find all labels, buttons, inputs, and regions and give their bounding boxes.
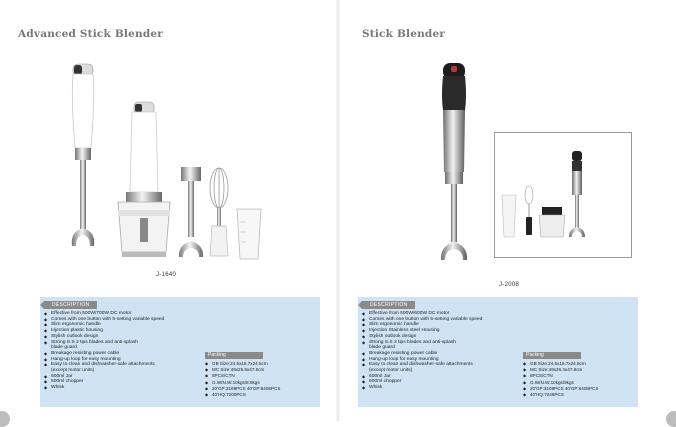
packing-item: ◆ 6PCS/CTN bbox=[523, 373, 598, 379]
packing-item: ◆ 20'GP:3198PCS 40'GP:6408PCS bbox=[205, 386, 280, 392]
feature-item: ◆ Comes with one button with 5-setting variable speed bbox=[362, 317, 527, 323]
feature-item: ◆ Strong S.S 2 tips blades and anti-splash bbox=[44, 340, 209, 346]
packing-item: ◆ GB Size:24.5x15.7x24.5cm bbox=[523, 361, 598, 367]
feature-item-continued: blade guard bbox=[51, 345, 77, 351]
left-page bbox=[0, 0, 338, 421]
feature-item: ◆ 500ml chopper bbox=[362, 379, 527, 385]
packing-item: ◆ 40'HQ:7200PCS bbox=[205, 392, 280, 398]
packing-title: Packing bbox=[205, 352, 263, 359]
packing-item: ◆ MC Size:49x26.4x47.8cm bbox=[523, 367, 598, 373]
feature-item: ◆ Slim ergonomic handle bbox=[362, 322, 527, 328]
chopper-image bbox=[112, 98, 178, 260]
feature-item: ◆ Slim ergonomic handle bbox=[44, 322, 209, 328]
feature-item: ◆ Stylish outlook design bbox=[44, 334, 209, 340]
feature-item: ◆ Breakage resisting power cable bbox=[44, 351, 209, 357]
feature-item: ◆ 500ml chopper bbox=[44, 379, 209, 385]
feature-item: ◆ Injection plastic housing bbox=[44, 328, 209, 334]
packing-item: ◆ 6PCS/CTN bbox=[205, 373, 280, 379]
page-title: Stick Blender bbox=[362, 28, 446, 40]
accessory-set-inset bbox=[494, 132, 632, 258]
feature-item: ◆ Stylish outlook design bbox=[362, 334, 527, 340]
feature-item: ◆ Easy to clean and dishwasher-safe attachments bbox=[362, 362, 527, 368]
page-corner bbox=[666, 411, 676, 427]
model-number: J-2008 bbox=[499, 282, 520, 288]
packing-list bbox=[205, 361, 280, 398]
feature-item-continued: (except motor units) bbox=[51, 368, 95, 374]
packing-item: ◆ G.W/N.W:10kgs/8.9kgs bbox=[205, 380, 280, 386]
description-panel bbox=[40, 297, 320, 407]
feature-item-continued: (except motor units) bbox=[369, 368, 413, 374]
feature-item: ◆ Breakage resisting power cable bbox=[362, 351, 527, 357]
feature-item: ◆ Hang-up loop for easy mounting bbox=[44, 357, 209, 363]
packing-list bbox=[523, 361, 598, 398]
stick-blender-white-image bbox=[62, 60, 104, 260]
packing-item: ◆ 20'GP:3108PCS 40'GP:6408PCS bbox=[523, 386, 598, 392]
packing-item: ◆ MC Size:49x26.9x47.5cm bbox=[205, 367, 280, 373]
feature-list bbox=[362, 311, 527, 391]
feature-item: ◆ Hang-up loop for easy mounting bbox=[362, 357, 527, 363]
whisk-image bbox=[206, 164, 232, 260]
feature-item: ◆ Whisk bbox=[362, 385, 527, 391]
page-title: Advanced Stick Blender bbox=[18, 28, 163, 40]
model-number: J-1640 bbox=[156, 272, 177, 278]
feature-item: ◆ 600ml Jar bbox=[44, 374, 209, 380]
feature-item: ◆ Easy to clean and dishwasher-safe attachments bbox=[44, 362, 209, 368]
feature-item: ◆ Comes with one button with 5-setting variable speed bbox=[44, 317, 209, 323]
feature-item: ◆ Injection Stainless steel Housing bbox=[362, 328, 527, 334]
packing-title: Packing bbox=[523, 352, 581, 359]
page-corner bbox=[0, 411, 10, 427]
feature-item: ◆ Strong S.S 2 tips blades and anti-splash bbox=[362, 340, 527, 346]
measuring-jar-image bbox=[234, 206, 264, 262]
description-tab: DESCRIPTION bbox=[362, 301, 415, 309]
feature-item: ◆ Whisk bbox=[44, 385, 209, 391]
description-tab: DESCRIPTION bbox=[44, 301, 97, 309]
stick-blender-steel-image bbox=[434, 60, 474, 266]
feature-item-continued: blade guard bbox=[369, 345, 395, 351]
feature-item: ◆ Effective from 500W/600W DC motor bbox=[362, 311, 527, 317]
packing-item: ◆ 40'HQ:7248PCS bbox=[523, 392, 598, 398]
accessory-set-image bbox=[495, 133, 631, 257]
right-page bbox=[338, 0, 676, 421]
blender-shaft-image bbox=[177, 163, 205, 261]
feature-item: ◆ Effective from 500W/700W DC motor bbox=[44, 311, 209, 317]
feature-list bbox=[44, 311, 209, 391]
description-panel bbox=[358, 297, 638, 407]
packing-item: ◆ G.W/N.W:10kgs/9kgs bbox=[523, 380, 598, 386]
feature-item: ◆ 600ml Jar bbox=[362, 374, 527, 380]
packing-item: ◆ GB Size:24.5x15.7x24.5cm bbox=[205, 361, 280, 367]
